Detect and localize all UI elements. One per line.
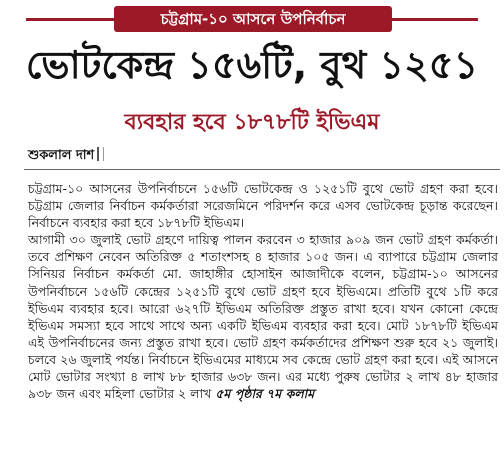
continuation-note: ৫ম পৃষ্ঠার ৭ম কলাম xyxy=(215,386,315,402)
byline xyxy=(28,147,104,165)
author-name: শুকলাল দাশ xyxy=(28,148,95,163)
article-body xyxy=(28,180,498,402)
subheadline: ব্যবহার হবে ১৮৭৮টি ইভিএম xyxy=(124,110,380,135)
paragraph-text: আগামী ৩০ জুলাই ভোট গ্রহণে দায়িত্ব পালন করবেন ৩ হাজার ৯০৯ জন ভোট গ্রহণ কর্মকর্তা। তবে প্রশিক্ষণ নেবেন অতিরিক্ত ৫ শতাংশসহ ৪ হাজার ১০৫ জন। এ ব্যাপারে চট্টগ্রাম জেলার সিনিয়র নির্বাচন কর্মকর্তা মো. জাহাঙ্গীর হোসাইন আজাদীকে বলেন, চট্টগ্রাম-১০ আসনের উপনির্বাচনে ১৫৬টি কেন্দ্রের ১২৫১টি বুথে ভোট গ্রহণ হবে ইভিএমে। প্রতিটি বুথে ১টি করে ইভিএম ব্যবহার হবে। আরো ৬২৭টি ইভিএম অতিরিক্ত প্রস্তুত রাখা হবে। যখন কোনো কেন্দ্রে ইভিএম সমস্যা হবে সাথে সাথে অন্য একটি ইভিএম ব্যবহার করা হবে। মোট ১৮৭৮টি ইভিএম এই উপনির্বাচনের জন্য প্রস্তুত রাখা হবে। ভোট গ্রহণ কর্মকর্তাদের প্রশিক্ষণ শুরু হবে ২১ জুলাই। চলবে ২৬ জুলাই পর্যন্ত। নির্বাচনে ইভিএমের মাধ্যমে সব কেন্দ্রে ভোট গ্রহণ করা হবে। এই আসনে মোট ভোটার সংখ্যা ৪ লাখ ৮৮ হাজার ৬৩৮ জন। এর মধ্যে পুরুষ ভোটার ২ লাখ ৪৮ হাজার ৯৩৮ জন এবং মহিলা ভোটার ২ লাখ xyxy=(28,232,498,402)
byline-mark-icon xyxy=(97,147,104,161)
paragraph: চট্টগ্রাম-১০ আসনের উপনির্বাচনে ১৫৬টি ভোটকেন্দ্র ও ১২৫১টি বুথে ভোট গ্রহণ করা হবে। চট্টগ্রাম জেলার নির্বাচন কর্মকর্তারা সরেজমিনে পরিদর্শন করে এসব ভোটকেন্দ্র চূড়ান্ত করেছেন। নির্বাচনে ব্যবহার করা হবে ১৮৭৮টি ইভিএম। xyxy=(28,181,498,231)
kicker-banner xyxy=(0,6,504,32)
divider xyxy=(24,169,500,170)
paragraph xyxy=(28,231,498,402)
headline: ভোটকেন্দ্র ১৫৬টি, বুথ ১২৫১ xyxy=(25,43,479,87)
kicker-label: চট্টগ্রাম-১০ আসনে উপনির্বাচন xyxy=(114,6,392,32)
